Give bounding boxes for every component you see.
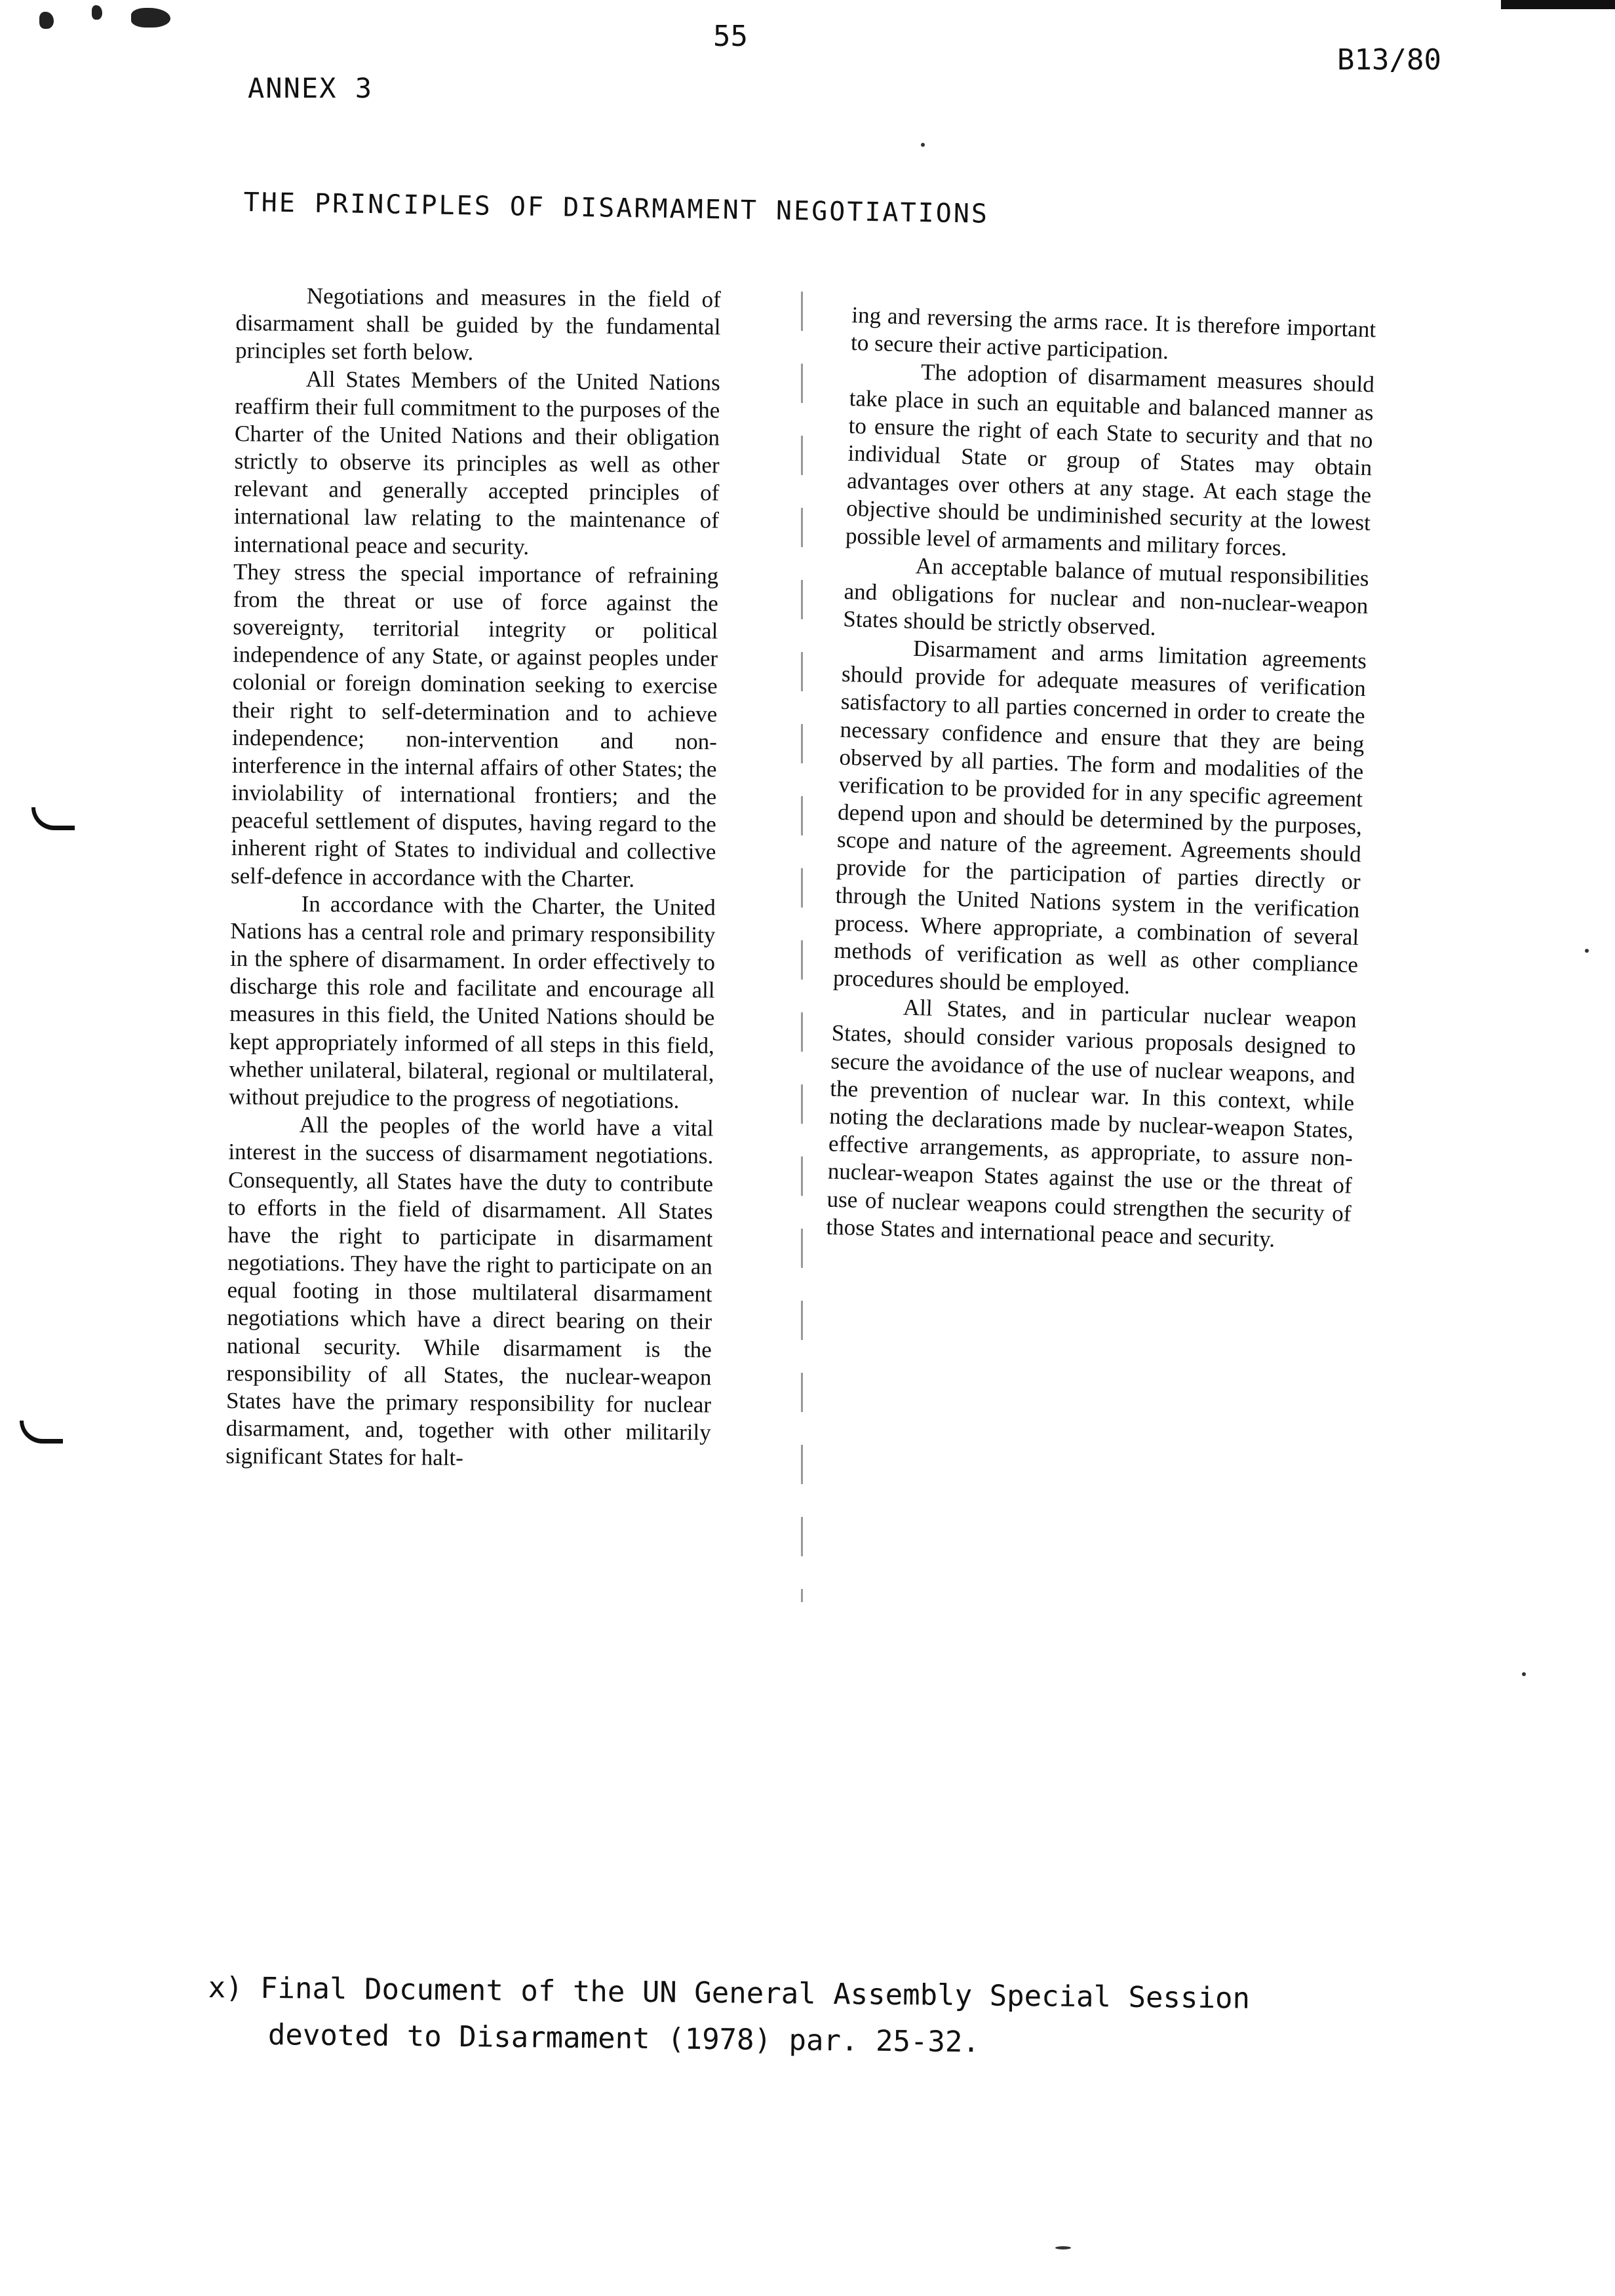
- scan-margin-mark: [20, 1421, 63, 1444]
- scan-edge-mark: [1501, 0, 1615, 9]
- page-title: THE PRINCIPLES OF DISARMAMENT NEGOTIATIONS: [243, 187, 990, 229]
- footnote-line: devoted to Disarmament (1978) par. 25-32.: [267, 2018, 981, 2059]
- paragraph: An acceptable balance of mutual responsibilities and obligations for nuclear and non-nuclear-weapon States should be strictly observed.: [842, 552, 1370, 641]
- column-divider: [801, 292, 803, 1602]
- paragraph: All States Members of the United Nations reaffirm their full commitment to the purposes of the Charter of the United Nations and their obligation strictly to observe its principles as well as other relevant and generally accepted principles of international law relating to the maintenance of international peace and security.: [233, 366, 720, 560]
- scan-speck: [921, 143, 925, 147]
- footnote: [208, 1964, 1251, 2069]
- paragraph: ing and reversing the arms race. It is therefore important to secure their active participation.: [850, 301, 1376, 364]
- scan-speck: [1522, 1672, 1526, 1676]
- paragraph: In accordance with the Charter, the United Nations has a central role and primary responsibility in the sphere of disarmament. In order effectively to discharge this role and facilitate and encourage all measures in this field, the United Nations should be kept appropriately informed of all steps in this field, whether unilateral, bilateral, regional or multilateral, without prejudice to the progress of negotiations.: [228, 890, 716, 1113]
- scan-speck: [1585, 949, 1589, 953]
- scan-margin-mark: [31, 807, 75, 830]
- annex-label: ANNEX 3: [248, 72, 374, 104]
- paragraph: All States, and in particular nuclear weapon States, should consider various proposals designed to secure the avoidance of the use of nuclear weapons, and the prevention of nuclear war. In this context, while noting the declarations made by nuclear-weapon States, effective arrangements, as appropriate, to assure non-nuclear-weapon States against the use or the threat of use of nuclear weapons could strengthen the security of those States and international peace and security.: [826, 994, 1357, 1252]
- document-reference: B13/80: [1337, 43, 1441, 77]
- paragraph: All the peoples of the world have a vital interest in the success of disarmament negotiations. Consequently, all States have the duty to contribute to efforts in the field of disarmament. All States have the right to participate in disarmament negotiations. They have the right to participate on an equal footing in those multilateral disarmament negotiations which have a direct bearing on their national security. While disarmament is the responsibility of all States, the nuclear-weapon States have the primary responsibility for nuclear disarmament, and, together with other militarily significant States for halt-: [225, 1112, 714, 1471]
- scan-speck: [1055, 2246, 1071, 2249]
- footnote-line: x) Final Document of the UN General Assembly Special Session: [208, 1970, 1251, 2016]
- left-column: [225, 282, 721, 1474]
- paragraph: They stress the special importance of refraining from the threat or use of force against the sovereignty, territorial integrity or political independence of any State, or against peoples under colonial or foreign domination seeking to exercise their right to self-determination and to achieve independence; non-intervention and non-interference in the internal affairs of other States; the inviolability of international frontiers; and the peaceful settlement of disputes, having regard to the inherent right of States to individual and collective self-defence in accordance with the Charter.: [230, 558, 719, 892]
- scan-smudge: [92, 5, 102, 20]
- right-column: [826, 301, 1376, 1255]
- scan-smudge: [39, 12, 54, 29]
- scan-smudge: [131, 8, 170, 28]
- paragraph: Negotiations and measures in the field of disarmament shall be guided by the fundamental principles set forth below.: [235, 282, 721, 366]
- paragraph: Disarmament and arms limitation agreements should provide for adequate measures of verification satisfactory to all parties concerned in order to create the necessary confidence and ensure that they are being observed by all parties. The form and modalities of the verification to be provided for in any specific agreement depend upon and should be determined by the purposes, scope and nature of the agreement. Agreements should provide for the participation of parties directly or through the United Nations system in the verification process. Where appropriate, a combination of several methods of verification as well as other compliance procedures should be employed.: [832, 635, 1367, 999]
- paragraph: The adoption of disarmament measures should take place in such an equitable and balanced manner as to ensure the right of each State to security and that no individual State or group of States may obtain advantages over others at any stage. At each stage the objective should be undiminished security at the lowest possible level of armaments and military forces.: [845, 359, 1375, 562]
- page-number: 55: [713, 20, 748, 53]
